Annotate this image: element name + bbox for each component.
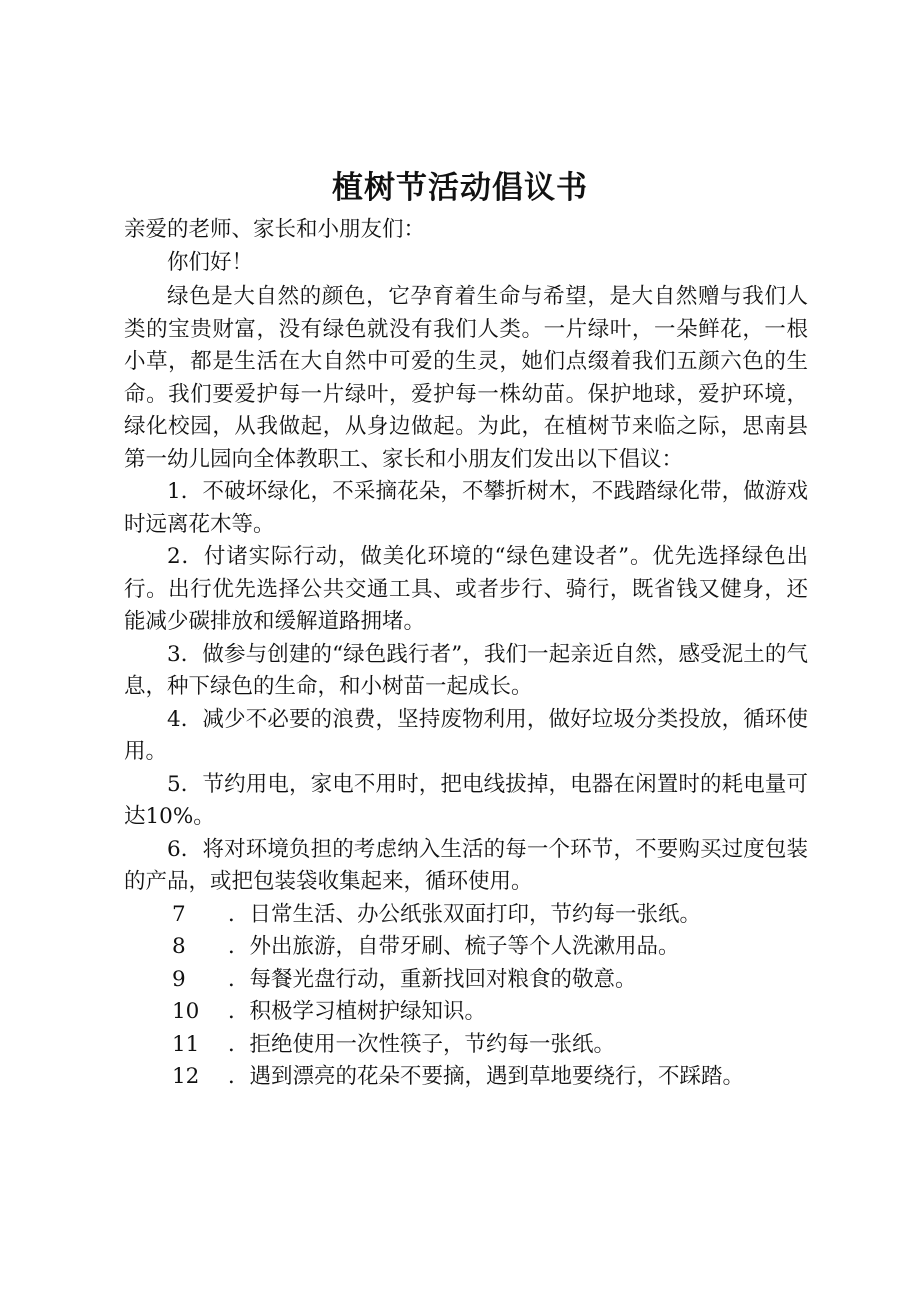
proposal-item-11 (124, 1029, 808, 1062)
greeting: 你们好！ (167, 249, 254, 275)
salutation: 亲爱的老师、家长和小朋友们： (124, 217, 426, 242)
proposal-item-7 (124, 899, 808, 932)
proposal-item-2: 2．付诸实际行动，做美化环境的“绿色建设者”。优先选择绿色出行。出行优先选择公共交通工具、或者步行、骑行，既省钱又健身，还能减少碳排放和缓解道路拥堵。 (124, 544, 808, 634)
proposal-item-4: 4．减少不必要的浪费，坚持废物利用，做好垃圾分类投放，循环使用。 (124, 706, 808, 764)
intro-paragraph: 绿色是大自然的颜色，它孕育着生命与希望，是大自然赠与我们人类的宝贵财富，没有绿色就没有我们人类。一片绿叶，一朵鲜花，一根小草，都是生活在大自然中可爱的生灵，她们点缀着我们五颜六色的生命。我们要爱护每一片绿叶，爱护每一株幼苗。保护地球，爱护环境，绿化校园，从我做起，从身边做起。为此，在植树节来临之际，思南县第一幼儿园向全体教职工、家长和小朋友们发出以下倡议： (124, 284, 808, 472)
item-number: 10 (172, 999, 200, 1024)
proposal-item-3: 3．做参与创建的“绿色践行者”，我们一起亲近自然，感受泥土的气息，种下绿色的生命，和小树苗一起成长。 (124, 641, 808, 699)
item-number: 7 (172, 901, 186, 927)
item-text: ．外出旅游，自带牙刷、梳子等个人洗漱用品。 (228, 934, 680, 959)
item-number: 12 (172, 1064, 200, 1089)
item-number: 11 (172, 1031, 200, 1057)
document-title: 植树节活动倡议书 (332, 170, 588, 206)
item-text: ．拒绝使用一次性筷子，节约每一张纸。 (228, 1031, 616, 1057)
proposal-item-10 (124, 996, 808, 1029)
item-text: ．日常生活、办公纸张双面打印，节约每一张纸。 (228, 901, 702, 927)
document-body (124, 214, 808, 1094)
item-text: ．积极学习植树护绿知识。 (228, 999, 487, 1024)
item-number: 8 (172, 934, 186, 959)
proposal-item-12 (124, 1061, 808, 1094)
item-text: ．每餐光盘行动，重新找回对粮食的敬意。 (228, 966, 637, 992)
proposal-item-9 (124, 964, 808, 997)
proposal-item-5: 5．节约用电，家电不用时，把电线拔掉，电器在闲置时的耗电量可达10%。 (124, 771, 808, 829)
proposal-item-1: 1．不破坏绿化，不采摘花朵，不攀折树木，不践踏绿化带，做游戏时远离花木等。 (124, 479, 808, 537)
proposal-item-6: 6．将对环境负担的考虑纳入生活的每一个环节，不要购买过度包装的产品，或把包装袋收集起来，循环使用。 (124, 836, 808, 894)
proposal-item-8 (124, 931, 808, 964)
item-number: 9 (172, 966, 186, 992)
item-text: ．遇到漂亮的花朵不要摘，遇到草地要绕行，不踩踏。 (228, 1064, 745, 1089)
